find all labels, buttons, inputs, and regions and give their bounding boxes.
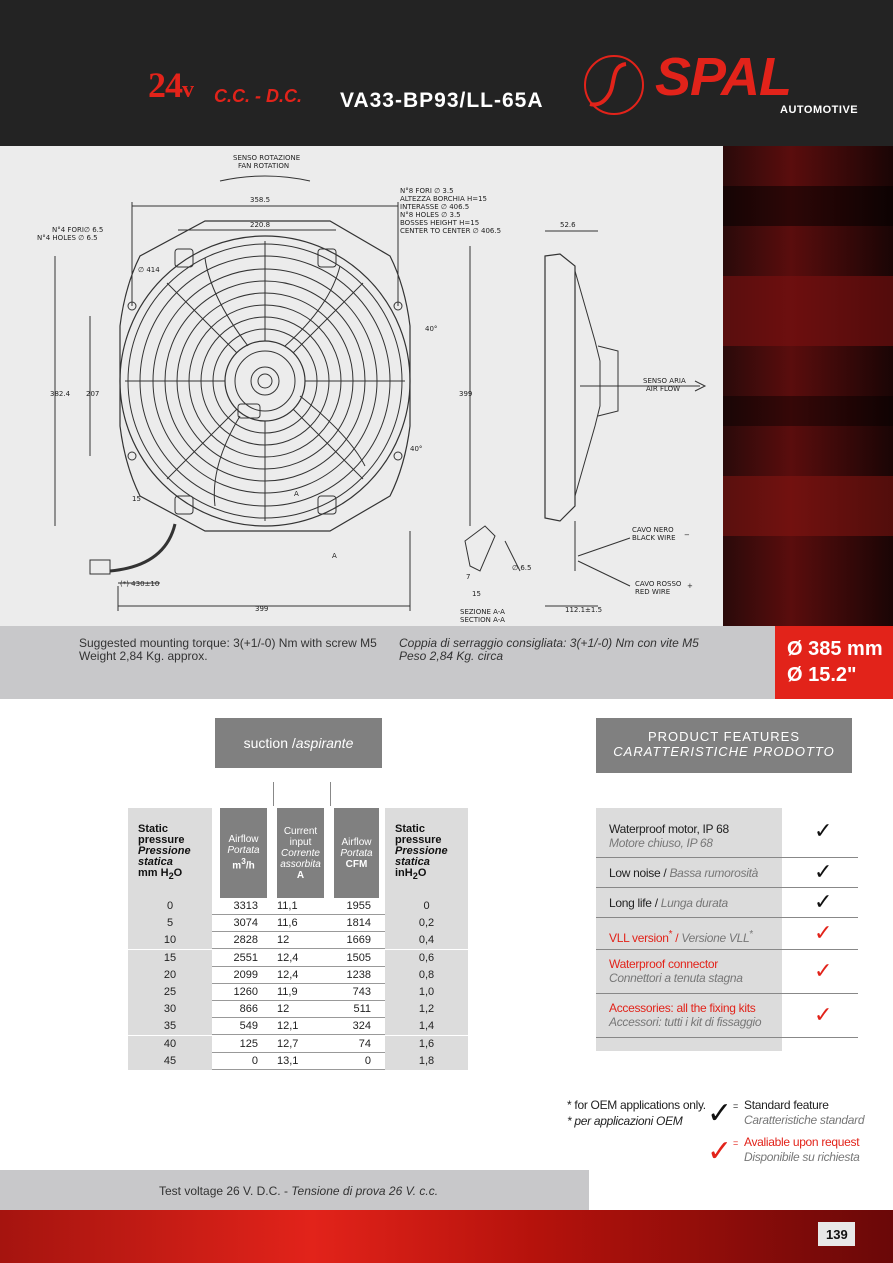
request-feature-it: Disponibile su richiesta xyxy=(744,1150,860,1164)
weight-it: Peso 2,84 Kg. circa xyxy=(399,649,504,663)
table-cell: 11,1 xyxy=(277,900,298,912)
suction-label: suction / aspirante xyxy=(215,718,382,768)
feature-row xyxy=(596,808,858,858)
table-cell: 1,2 xyxy=(418,1003,435,1016)
table-cell: 866 xyxy=(239,1003,258,1016)
dim-112: 112.1±1.5 xyxy=(565,606,603,614)
current-type: C.C. - D.C. xyxy=(214,86,302,106)
table-cell: 45 xyxy=(163,1054,177,1067)
red-wire-it: CAVO ROSSO xyxy=(635,580,682,588)
table-row xyxy=(128,967,468,984)
header-static-mm: Static pressure Pressione statica mm $H_2O$ xyxy=(128,808,212,898)
table-cell: 3074 xyxy=(233,917,258,930)
airflow-label-it: SENSO ARIA xyxy=(643,377,686,385)
feature-label: Accessories: all the fixing kits Accessori: tutti i kit di fissaggio xyxy=(609,1001,762,1029)
table-row xyxy=(128,1001,468,1018)
table-cell: 2551 xyxy=(233,951,258,964)
table-cell: 1669 xyxy=(346,934,371,947)
section-label-en: SECTION A-A xyxy=(460,616,505,624)
dim-15: 15 xyxy=(132,495,141,503)
test-voltage: Test voltage 26 V. D.C. - Tensione di prova 26 V. c.c. xyxy=(159,1184,439,1198)
table-cell: 2828 xyxy=(233,934,258,947)
black-wire-it: CAVO NERO xyxy=(632,526,674,534)
table-cell: 25 xyxy=(163,986,177,998)
dim-399-vertical: 399 xyxy=(459,390,473,398)
table-row xyxy=(128,898,468,915)
dim-399-horizontal: 399 xyxy=(255,605,269,613)
dim-207: 207 xyxy=(86,390,100,398)
table-cell: 35 xyxy=(163,1020,177,1033)
torque-en: Suggested mounting torque: 3(+1/-0) Nm with screw M5 xyxy=(79,636,377,650)
dim-52: 52.6 xyxy=(560,221,576,229)
rotation-label-en: FAN ROTATION xyxy=(238,162,290,170)
feature-label: Long life / Lunga durata xyxy=(609,896,728,910)
table-cell: 12 xyxy=(277,1003,290,1016)
section-marker-a: A xyxy=(332,552,337,560)
plus-sign: + xyxy=(687,582,693,590)
table-cell: 12 xyxy=(277,934,290,947)
model-code: VA33-BP93/LL-65A xyxy=(340,89,544,112)
header-airflow-m3: Airflow Portata $m^3/h$ xyxy=(220,808,267,898)
page-number: 139 xyxy=(826,1227,848,1242)
table-row xyxy=(128,950,468,967)
feature-row xyxy=(596,888,858,918)
holes8-line-5: CENTER TO CENTER ∅ 406.5 xyxy=(400,227,502,235)
check-icon: ✓ xyxy=(814,819,833,844)
holes8-line-2: INTERASSE ∅ 406.5 xyxy=(400,203,470,211)
table-cell: 1814 xyxy=(346,917,371,930)
table-separator xyxy=(273,782,274,806)
table-cell: 0,2 xyxy=(418,917,435,930)
table-cell: 12,7 xyxy=(277,1037,299,1050)
table-cell: 1505 xyxy=(346,951,371,964)
table-cell: 3313 xyxy=(233,900,258,912)
check-icon: ✓ xyxy=(707,1096,733,1131)
table-cell: 15 xyxy=(163,951,177,964)
table-cell: 10 xyxy=(163,934,177,947)
table-cell: 30 xyxy=(163,1003,177,1016)
table-cell: 0 xyxy=(166,900,174,912)
table-cell: 1260 xyxy=(233,986,258,998)
voltage-label: 24v xyxy=(148,65,193,105)
table-row xyxy=(128,1018,468,1035)
section-dim-65: ∅ 6.5 xyxy=(512,564,532,572)
table-cell: 1,4 xyxy=(418,1020,435,1033)
holes8-line-1: ALTEZZA BORCHIA H=15 xyxy=(400,195,487,203)
fan-drawing xyxy=(0,146,723,626)
mounting-info-it xyxy=(399,637,699,663)
table-cell: 1,8 xyxy=(418,1054,435,1067)
table-row xyxy=(128,915,468,932)
feature-row xyxy=(596,918,858,950)
holes8-line-4: BOSSES HEIGHT H=15 xyxy=(400,219,480,227)
holes4-en: N°4 HOLES ∅ 6.5 xyxy=(37,234,98,242)
table-cell: 743 xyxy=(352,986,371,998)
table-row xyxy=(128,1053,468,1070)
table-cell: 12,4 xyxy=(277,968,299,981)
airflow-label-en: AIR FLOW xyxy=(646,385,681,393)
table-cell: 40 xyxy=(163,1037,177,1050)
table-cell: 0 xyxy=(364,1054,371,1067)
holes8-line-3: N°8 HOLES ∅ 3.5 xyxy=(400,211,461,219)
dim-358: 358.5 xyxy=(250,196,271,204)
table-cell: 5 xyxy=(166,917,174,930)
table-cell: 1955 xyxy=(346,900,371,912)
header-current: Current input Corrente assorbita A xyxy=(277,808,324,898)
weight-en: Weight 2,84 Kg. approx. xyxy=(79,649,208,663)
table-cell: 1,0 xyxy=(418,986,435,998)
dim-382: 382.4 xyxy=(50,390,71,398)
feature-label: VLL version* / Versione VLL* xyxy=(609,929,753,945)
table-separator xyxy=(330,782,331,806)
table-cell: 13,1 xyxy=(277,1054,299,1067)
footer-band xyxy=(0,1210,893,1263)
header-airflow-cfm: Airflow Portata CFM xyxy=(334,808,379,898)
table-cell: 0 xyxy=(251,1054,258,1067)
section-marker-a2: A xyxy=(294,490,299,498)
oem-note-en: * for OEM applications only. xyxy=(567,1098,706,1112)
side-image-strip xyxy=(723,146,893,626)
check-icon: ✓ xyxy=(814,921,833,946)
check-icon: ✓ xyxy=(707,1134,733,1169)
brand-sub: AUTOMOTIVE xyxy=(780,104,859,116)
table-cell: 1,6 xyxy=(418,1037,435,1050)
feature-row xyxy=(596,950,858,994)
legend-eq: = xyxy=(733,1138,738,1148)
minus-sign: − xyxy=(684,531,690,539)
feature-label: Waterproof connector Connettori a tenuta stagna xyxy=(609,957,743,985)
table-cell: 324 xyxy=(352,1020,371,1033)
table-cell: 549 xyxy=(239,1020,258,1033)
legend-eq: = xyxy=(733,1101,738,1111)
table-cell: 11,9 xyxy=(277,986,298,998)
diameter-box xyxy=(775,626,893,699)
dim-430: (*) 430±10 xyxy=(120,580,160,588)
red-wire-en: RED WIRE xyxy=(635,588,671,596)
check-icon: ✓ xyxy=(814,890,833,915)
holes8-line-0: N°8 FORI ∅ 3.5 xyxy=(400,187,454,195)
oem-note-it: * per applicazioni OEM xyxy=(567,1114,683,1128)
table-row xyxy=(128,984,468,1001)
table-cell: 20 xyxy=(163,968,177,981)
mounting-info-en xyxy=(79,637,377,663)
dim-220: 220.8 xyxy=(250,221,271,229)
table-cell: 125 xyxy=(239,1037,258,1050)
dim-40-upper: 40° xyxy=(425,325,438,333)
table-cell: 12,4 xyxy=(277,951,299,964)
header-static-in: Static pressure Pressione statica inH$_2$O xyxy=(385,808,468,898)
torque-it: Coppia di serraggio consigliata: 3(+1/-0) Nm con vite M5 xyxy=(399,636,699,650)
black-wire-en: BLACK WIRE xyxy=(632,534,676,542)
check-icon: ✓ xyxy=(814,959,833,984)
table-cell: 11,6 xyxy=(277,917,298,930)
table-cell: 12,1 xyxy=(277,1020,299,1033)
feature-label: Low noise / Bassa rumorosità xyxy=(609,866,759,880)
holes4-it: N°4 FORI∅ 6.5 xyxy=(52,226,104,234)
features-title: PRODUCT FEATURES CARATTERISTICHE PRODOTTO xyxy=(596,718,852,773)
dim-414: ∅ 414 xyxy=(138,266,160,274)
request-feature-en: Avaliable upon request xyxy=(744,1135,860,1149)
check-icon: ✓ xyxy=(814,1003,833,1028)
section-label-it: SEZIONE A-A xyxy=(460,608,505,616)
table-row xyxy=(128,932,468,949)
table-cell: 511 xyxy=(353,1003,371,1016)
table-cell: 0,6 xyxy=(418,951,435,964)
section-dim-7: 7 xyxy=(466,573,471,581)
table-cell: 0,8 xyxy=(418,968,435,981)
table-cell: 0 xyxy=(423,900,430,912)
table-cell: 2099 xyxy=(233,968,258,981)
diameter-in: Ø 15.2" xyxy=(787,664,857,686)
table-cell: 0,4 xyxy=(418,934,435,947)
dim-40-lower: 40° xyxy=(410,445,423,453)
standard-feature-it: Caratteristiche standard xyxy=(744,1113,865,1127)
feature-row xyxy=(596,858,858,888)
table-cell: 74 xyxy=(358,1037,371,1050)
rotation-label-it: SENSO ROTAZIONE xyxy=(233,154,301,162)
section-dim-15: 15 xyxy=(472,590,481,598)
check-icon: ✓ xyxy=(814,860,833,885)
feature-label: Waterproof motor, IP 68 Motore chiuso, IP 68 xyxy=(609,822,729,850)
feature-row xyxy=(596,994,858,1038)
standard-feature-en: Standard feature xyxy=(744,1098,829,1112)
table-row xyxy=(128,1036,468,1053)
table-cell: 1238 xyxy=(346,968,371,981)
diameter-mm: Ø 385 mm xyxy=(787,638,883,660)
brand-name: SPAL xyxy=(655,47,792,107)
